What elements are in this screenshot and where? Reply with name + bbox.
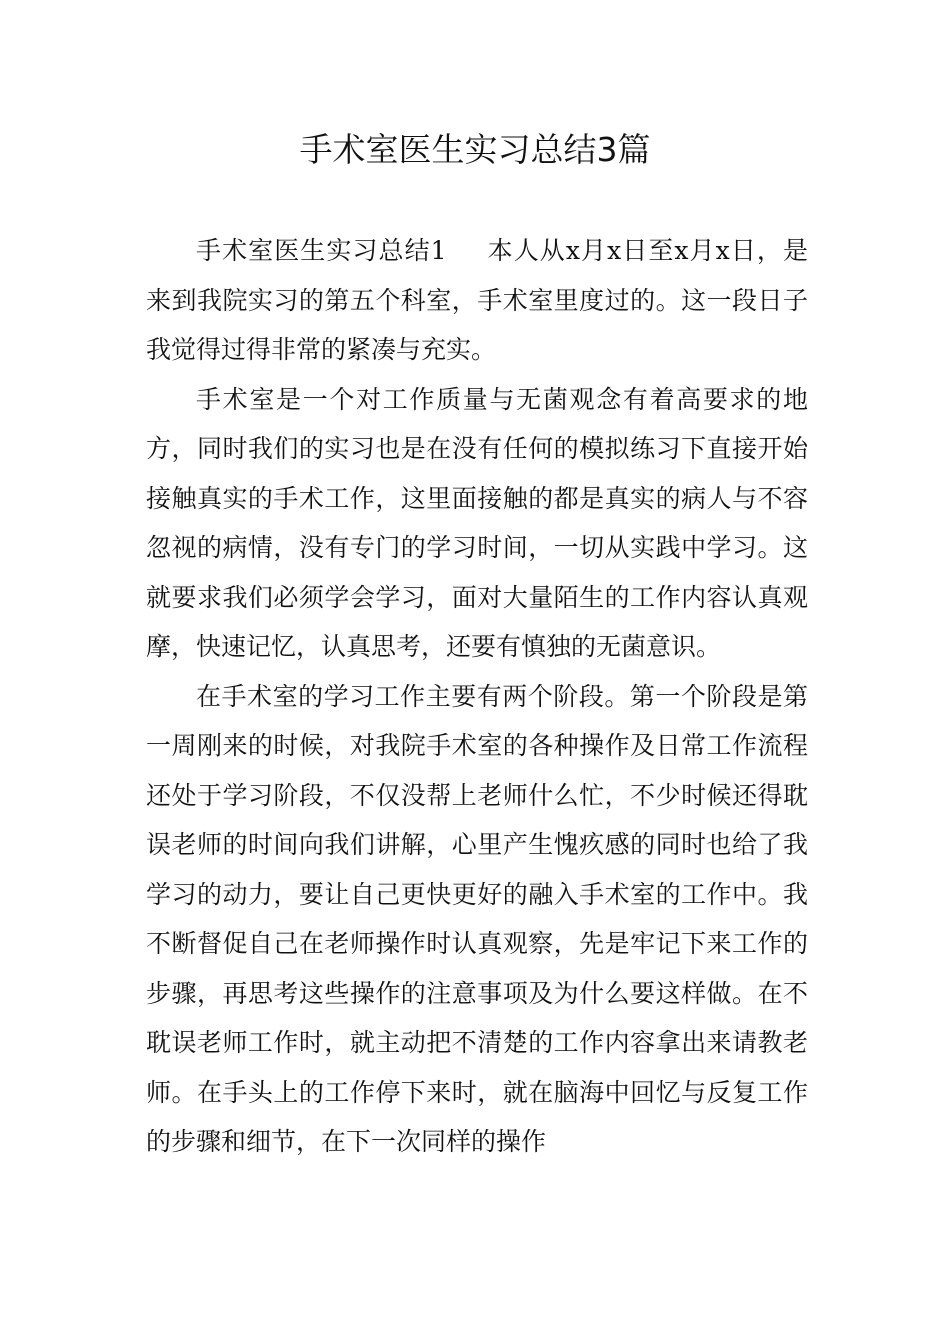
paragraph-text: 手术室是一个对工作质量与无菌观念有着高要求的地方，同时我们的实习也是在没有任何的模拟练习下直接开始接触真实的手术工作，这里面接触的都是真实的病人与不容忽视的病情，没有专门的学习时间，一切从实践中学习。这就要求我们必须学会学习，面对大量陌生的工作内容认真观摩，快速记忆，认真思考，还要有慎独的无菌意识。: [146, 384, 808, 661]
document-body: [146, 226, 808, 1167]
paragraph-text: 在手术室的学习工作主要有两个阶段。第一个阶段是第一周刚来的时候，对我院手术室的各种操作及日常工作流程还处于学习阶段，不仅没帮上老师什么忙，不少时候还得耽误老师的时间向我们讲解，心里产生愧疚感的同时也给了我学习的动力，要让自己更快更好的融入手术室的工作中。我不断督促自己在老师操作时认真观察，先是牢记下来工作的步骤，再思考这些操作的注意事项及为什么要这样做。在不耽误老师工作时，就主动把不清楚的工作内容拿出来请教老师。在手头上的工作停下来时，就在脑海中回忆与反复工作的步骤和细节，在下一次同样的操作: [146, 681, 808, 1156]
paragraph-1: [146, 226, 808, 375]
document-title: 手术室医生实习总结3篇: [299, 130, 651, 169]
section-heading: 手术室医生实习总结1: [196, 236, 447, 265]
paragraph-text: 本人从x月x日至x月x日，是来到我院实习的第五个科室，手术室里度过的。这一段日子我觉得过得非常的紧凑与充实。: [146, 236, 808, 364]
paragraph-3: [146, 672, 808, 1167]
paragraph-2: [146, 375, 808, 672]
